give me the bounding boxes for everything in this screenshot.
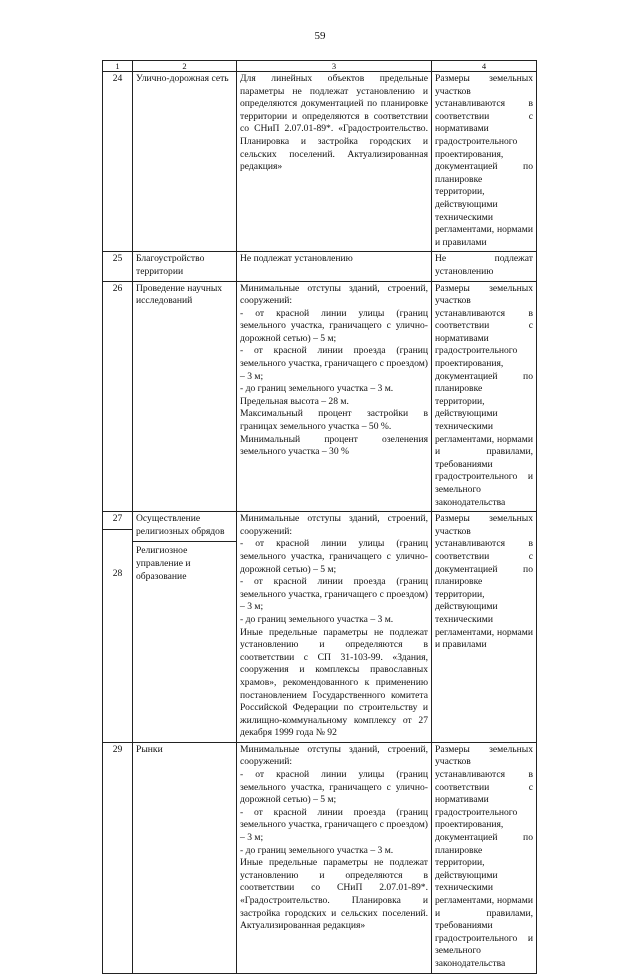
parameter-line: - от красной линии проезда (границ земельного участка, граничащего с проездом) – 3 м;	[240, 576, 428, 613]
parameter-line: - до границ земельного участка – 3 м.	[240, 613, 394, 625]
limit-parameters	[237, 512, 432, 743]
column-number: 4	[432, 61, 537, 72]
column-number: 1	[103, 61, 133, 72]
parameter-line: - до границ земельного участка – 3 м.	[240, 383, 394, 395]
use-type-name: Осуществление религиозных обрядов	[136, 513, 225, 537]
parameter-line: Минимальные отступы зданий, строений, сооружений:	[240, 743, 428, 768]
parameter-line: Для линейных объектов предельные параметры не подлежат установлению и определяются документацией по планировке территории и определяются в соответствии со СНиП 2.07.01-89*. «Градостроительство. Планировка и застройка городских и сельских поселений. Актуализированная редакция»	[240, 73, 428, 173]
parameter-line: Минимальные отступы зданий, строений, сооружений:	[240, 513, 428, 537]
page-number: 59	[314, 30, 326, 42]
row-number-cell	[103, 512, 133, 743]
parameter-line: Иные предельные параметры не подлежат установлению и определяются в соответствии с СП 31-103-99. «Здания, сооружения и комплексы православных храмов», рекомендованного к применению постановлением Государственного комитета Российской Федерации по строительству и жилищно-коммунальному комплексу от 27 декабря 1999 года № 92	[240, 626, 428, 739]
parameter-line: Не подлежат установлению	[240, 253, 353, 265]
row-number: 26	[103, 281, 133, 512]
column-number: 2	[133, 61, 237, 72]
parameter-line: - от красной линии улицы (границ земельного участка, граничащего с улично-дорожной сетью) – 5 м;	[240, 307, 428, 344]
plot-size-rules: Размеры земельных участков устанавливаются в соответствии с нормативами градостроительного проектирования, документацией по планировке территории, действующими техническими регламентами, нормами и правилами, требованиями градостроительного и земельного законодательства	[432, 742, 537, 973]
plot-size-rules: Размеры земельных участков устанавливаются в соответствии с нормативами градостроительного проектирования, документацией по планировке территории, действующими техническими регламентами, нормами и правилами, требованиями градостроительного и земельного законодательства	[432, 281, 537, 512]
row-number: 27	[112, 513, 123, 525]
parameter-line: Максимальный процент застройки в границах земельного участка – 50 %.	[240, 408, 428, 433]
parameter-line: - от красной линии улицы (границ земельного участка, граничащего с улично-дорожной сетью) – 5 м;	[240, 538, 428, 575]
row-number: 25	[103, 252, 133, 281]
table-row	[103, 72, 537, 252]
parameter-line: - от красной линии улицы (границ земельного участка, граничащего с улично-дорожной сетью) – 5 м;	[240, 769, 428, 806]
parameter-line: - от красной линии проезда (границ земельного участка, граничащего с проездом) – 3 м;	[240, 345, 428, 382]
limit-parameters	[237, 281, 432, 512]
parameter-line: Минимальный процент озеленения земельного участка – 30 %	[240, 433, 428, 458]
row-number: 29	[103, 742, 133, 973]
limit-parameters	[237, 72, 432, 252]
plot-size-rules: Не подлежат установлению	[432, 252, 537, 281]
use-type-name-cell	[133, 512, 237, 743]
plot-size-rules: Размеры земельных участков устанавливаются в соответствии с документацией по планировке территории, действующими техническими регламентами, нормами и правилами	[432, 512, 537, 743]
use-type-name: Религиозное управление и образование	[133, 541, 236, 583]
table-row	[103, 252, 537, 281]
use-type-name: Улично-дорожная сеть	[133, 72, 237, 252]
regulations-table	[102, 60, 537, 974]
table-row	[103, 281, 537, 512]
parameter-line: - до границ земельного участка – 3 м.	[240, 844, 394, 856]
use-type-name: Благоустройство территории	[133, 252, 237, 281]
parameter-line: - от красной линии проезда (границ земельного участка, граничащего с проездом) – 3 м;	[240, 806, 428, 844]
column-numbers-row	[103, 61, 537, 72]
row-number: 28	[103, 529, 132, 581]
use-type-name: Проведение научных исследований	[133, 281, 237, 512]
table-row	[103, 512, 537, 743]
limit-parameters	[237, 742, 432, 973]
parameter-line: Предельная высота – 28 м.	[240, 395, 349, 407]
row-number: 24	[103, 72, 133, 252]
table-row	[103, 742, 537, 973]
column-number: 3	[237, 61, 432, 72]
use-type-name: Рынки	[133, 742, 237, 973]
limit-parameters	[237, 252, 432, 281]
plot-size-rules: Размеры земельных участков устанавливаются в соответствии с нормативами градостроительного проектирования, документацией по планировке территории, действующими техническими регламентами, нормами и правилами	[432, 72, 537, 252]
parameter-line: Минимальные отступы зданий, строений, сооружений:	[240, 282, 428, 307]
parameter-line: Иные предельные параметры не подлежат установлению и определяются в соответствии со СНиП 2.07.01-89*. «Градостроительство. Планировка и застройка городских и сельских поселений. Актуализированная редакция»	[240, 857, 428, 932]
